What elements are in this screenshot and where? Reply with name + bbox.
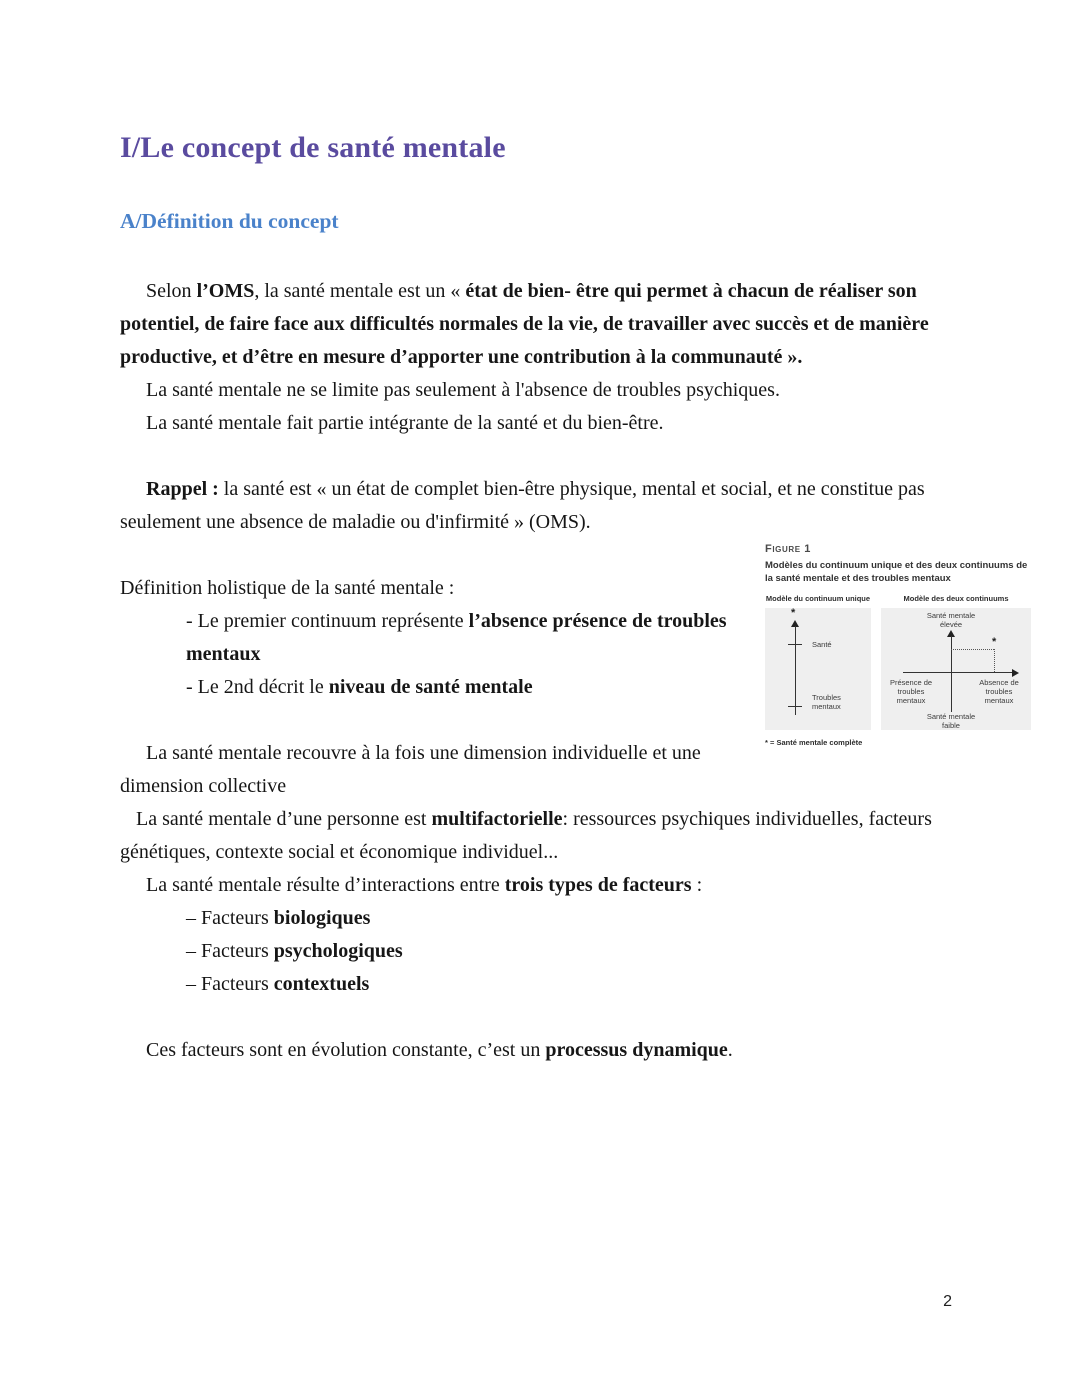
page-number: 2 xyxy=(943,1293,952,1310)
text-segment: – Facteurs xyxy=(186,940,274,962)
paragraph-integral-part: La santé mentale fait partie intégrante de la santé et du bien-être. xyxy=(146,412,664,434)
heading-1: I/Le concept de santé mentale xyxy=(120,131,506,164)
paragraph-multifactorielle xyxy=(120,803,955,869)
list-item-facteurs-contextuels xyxy=(186,968,955,1001)
list-item-facteurs-psychologiques xyxy=(186,935,955,968)
panel-two-continuums xyxy=(881,594,1031,730)
text-segment: : ressources psychiques individuelles, facteurs génétiques, contexte social et économique individuel... xyxy=(120,808,932,863)
label-sante-elevee: Santé mentale élevée xyxy=(926,611,976,629)
vertical-axis xyxy=(951,636,952,712)
paragraph-dimensions: La santé mentale recouvre à la fois une dimension individuelle et une dimension collective xyxy=(120,742,701,797)
bold-segment: trois types de facteurs xyxy=(504,874,692,896)
text-segment: La santé mentale d’une personne est xyxy=(136,808,432,830)
figure-footnote: * = Santé mentale complète xyxy=(765,738,863,747)
star-marker: * xyxy=(992,636,997,648)
figure-panels xyxy=(765,594,1035,730)
tick-mark-top xyxy=(788,644,802,645)
figure-continuum-models xyxy=(765,543,1035,747)
text-segment: , la santé mentale est un « xyxy=(254,280,466,302)
text-segment: : xyxy=(691,874,703,896)
bold-segment: Rappel : xyxy=(146,478,219,500)
text-segment: – Facteurs xyxy=(186,907,274,929)
label-troubles-mentaux: Troubles mentaux xyxy=(812,693,841,711)
label-presence-troubles: Présence de troubles mentaux xyxy=(889,678,933,705)
bold-segment: psychologiques xyxy=(273,940,403,962)
text-segment: - Le premier continuum représente xyxy=(186,610,469,632)
label-sante-faible: Santé mentale faible xyxy=(926,712,976,730)
panel-single-continuum xyxy=(765,594,871,730)
panel-right-title: Modèle des deux continuums xyxy=(903,594,1009,603)
dotted-projection-horizontal xyxy=(951,649,994,650)
bold-segment: processus dynamique xyxy=(545,1039,728,1061)
text-segment: La santé mentale résulte d’interactions entre xyxy=(146,874,505,896)
bold-segment: état de bien- être qui permet à chacun de réaliser son potentiel, de faire face aux difficultés normales de la vie, de travailler avec succès et de manière productive, et d’être en mesure d’apporter une contribution à la communauté ». xyxy=(120,280,929,368)
label-sante: Santé xyxy=(812,640,832,649)
bold-segment: biologiques xyxy=(273,907,371,929)
paragraph-rappel xyxy=(120,473,955,539)
paragraph-processus-dynamique xyxy=(120,1034,955,1067)
paragraph-trois-facteurs xyxy=(120,869,955,902)
text-segment: . xyxy=(727,1039,733,1061)
label-absence-troubles: Absence de troubles mentaux xyxy=(979,678,1019,705)
dotted-projection-vertical xyxy=(994,649,995,672)
bold-segment: multifactorielle xyxy=(431,808,563,830)
vertical-axis xyxy=(795,626,796,715)
list-item-facteurs-biologiques xyxy=(186,902,955,935)
text-segment: la santé est « un état de complet bien-être physique, mental et social, et ne constitue pas seulement une absence de maladie ou d'infirmité » (OMS). xyxy=(120,478,925,533)
paragraph-oms-definition xyxy=(120,275,955,374)
text-segment: Selon xyxy=(146,280,197,302)
panel-left-plot xyxy=(765,608,871,730)
arrow-right-icon xyxy=(1012,669,1019,677)
text-segment: Ces facteurs sont en évolution constante, c’est un xyxy=(146,1039,546,1061)
figure-caption: Modèles du continuum unique et des deux continuums de la santé mentale et des troubles mentaux xyxy=(765,560,1028,584)
page-content xyxy=(120,128,1028,1067)
text-segment: - Le 2nd décrit le xyxy=(186,676,329,698)
horizontal-axis xyxy=(903,672,1013,673)
panel-right-plot xyxy=(881,608,1031,730)
bold-segment: l’absence présence de troubles mentaux xyxy=(186,610,727,665)
panel-left-title: Modèle du continuum unique xyxy=(765,594,871,603)
text-segment: – Facteurs xyxy=(186,973,274,995)
bold-segment: l’OMS xyxy=(196,280,255,302)
heading-2: A/Définition du concept xyxy=(120,209,339,233)
star-marker: * xyxy=(791,607,796,619)
bold-segment: niveau de santé mentale xyxy=(328,676,533,698)
tick-mark-bottom xyxy=(788,706,802,707)
figure-label: Figure 1 xyxy=(765,543,812,555)
paragraph-not-limited: La santé mentale ne se limite pas seulement à l'absence de troubles psychiques. xyxy=(146,379,780,401)
bold-segment: contextuels xyxy=(273,973,370,995)
paragraph-holistic-def: Définition holistique de la santé mentale : xyxy=(120,577,455,599)
